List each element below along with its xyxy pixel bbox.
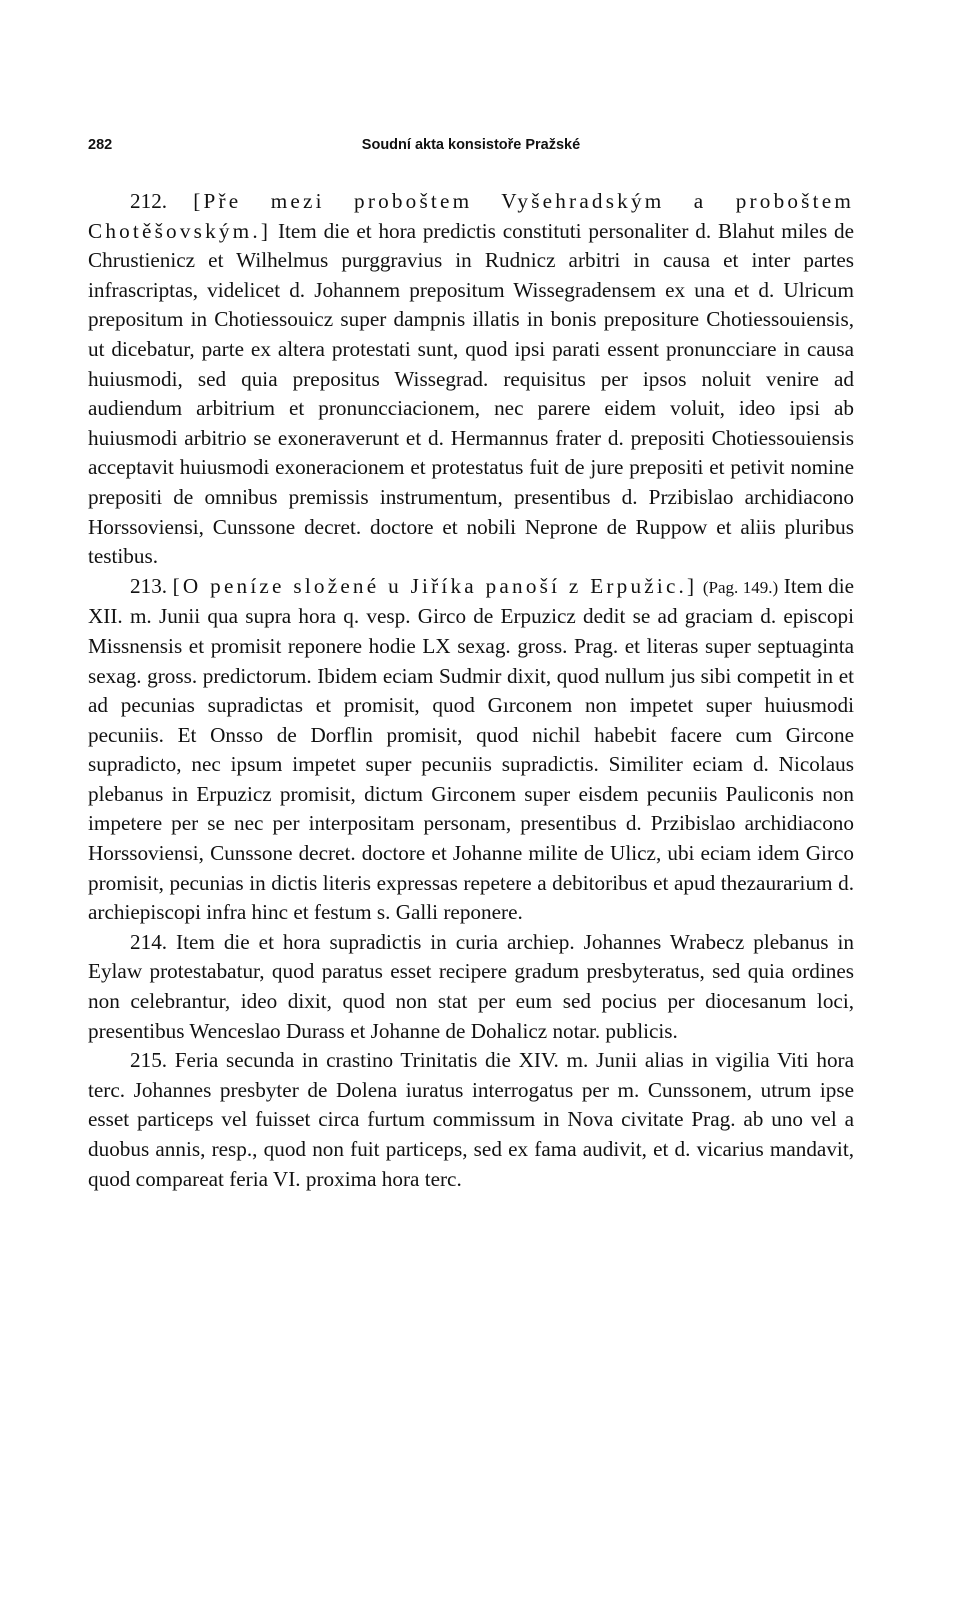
entry-text: Feria secunda in crastino Trinitatis die XIV. m. Junii alias in vigilia Viti hora terc. Johannes presbyter de Dolena iuratus interrogatus per m. Cunssonem, utrum ipse esset particeps vel fuisset circa furtum commissum in Nova civitate Prag. ab uno vel a duobus annis, resp., quod non fuit particeps, sed ex fama audivit, et d. vicarius mandavit, quod compareat feria VI. proxima hora terc. (88, 1048, 854, 1191)
entry-text: Item die et hora supradictis in curia archiep. Johannes Wrabecz plebanus in Eylaw protestabatur, quod paratus esset recipere gradum presbyteratus, sed quia ordines non celebrantur, ideo dixit, quod non stat per eum sed pocius per diocesanum loci, presentibus Wenceslao Durass et Johanne de Dohalicz notar. publicis. (88, 929, 854, 1043)
entry-text: Item die et hora predictis constituti personaliter d. Blahut miles de Chrustienicz et Wilhelmus purggravius in Rudnicz arbitri in causa et inter partes infrascriptas, videlicet d. Johannem prepositum Wissegradensem ex una et d. Ulricum prepositum in Chotiessouicz super dampnis illatis in bonis prepositure Chotiessouiensis, ut dicebatur, parte ex altera protestati sunt, quod ipsi parati essent pronuncciare in causa huiusmodi, sed quia prepositus Wissegrad. requisitus per ipsos noluit venire ad audiendum arbitrium et pronuncciacionem, nec parere eidem voluit, ideo ipsi ab huiusmodi arbitrio se exoneraverunt et d. Hermannus frater d. prepositi Chotiessouiensis acceptavit huiusmodi exoneracionem et protestatus fuit de jure prepositi et petivit nomine prepositi de omnibus premissis instrumentum, presentibus d. Przibislao archidiacono Horssoviensi, Cunssone decret. doctore et nobili Neprone de Ruppow et aliis pluribus testibus. (88, 218, 855, 569)
entry-215 (88, 1046, 854, 1194)
entry-number: 212. (130, 189, 168, 213)
entry-heading: [O peníze složené u Jiříka panoší z Erpužic.] (172, 573, 698, 598)
running-head (88, 137, 854, 157)
entry-number: 215. (130, 1048, 168, 1073)
entry-number: 213. (130, 573, 168, 598)
entry-213 (88, 572, 854, 928)
book-page (88, 0, 854, 1601)
entry-212 (88, 187, 854, 572)
document-body (88, 187, 854, 1194)
entry-text: Item die XII. m. Junii qua supra hora q. vesp. Girco de Erpuzicz dedit se ad graciam d. episcopi Missnensis et promisit reponere hodie LX sexag. gross. Prag. et literas super septuaginta sexag. gross. predictorum. Ibidem eciam Sudmir dixit, quod nullum jus sibi competit in et ad pecunias supradictas et promisit, quod Gırconem non impetet super huiusmodi pecuniis. Et Onsso de Dorflin promisit, quod nichil habebit facere cum Gircone supradicto, nec ipsum impetet super pecuniis supradictis. Similiter eciam d. Nicolaus plebanus in Erpuzicz promisit, dictum Girconem super eisdem pecuniis Pauliconis non impetere per se nec per interpositam personam, presentibus d. Przibislao archidiacono Horssoviensi, Cunssone decret. doctore et Johanne milite de Ulicz, ubi eciam idem Girco promisit, pecunias in dictis literis expressas repetere a debitoribus et apud thezaurarium d. archiepiscopi infra hinc et festum s. Galli reponere. (88, 573, 855, 925)
page-number: 282 (88, 137, 113, 153)
entry-number: 214. (130, 929, 168, 954)
running-title: Soudní akta konsistoře Pražské (361, 137, 581, 153)
entry-heading: [Pře mezi proboštem Vyšehradským a proboštem Chotěšovským.] (88, 189, 854, 243)
entry-214 (88, 928, 854, 1046)
manuscript-pagination: (Pag. 149.) (702, 577, 779, 597)
